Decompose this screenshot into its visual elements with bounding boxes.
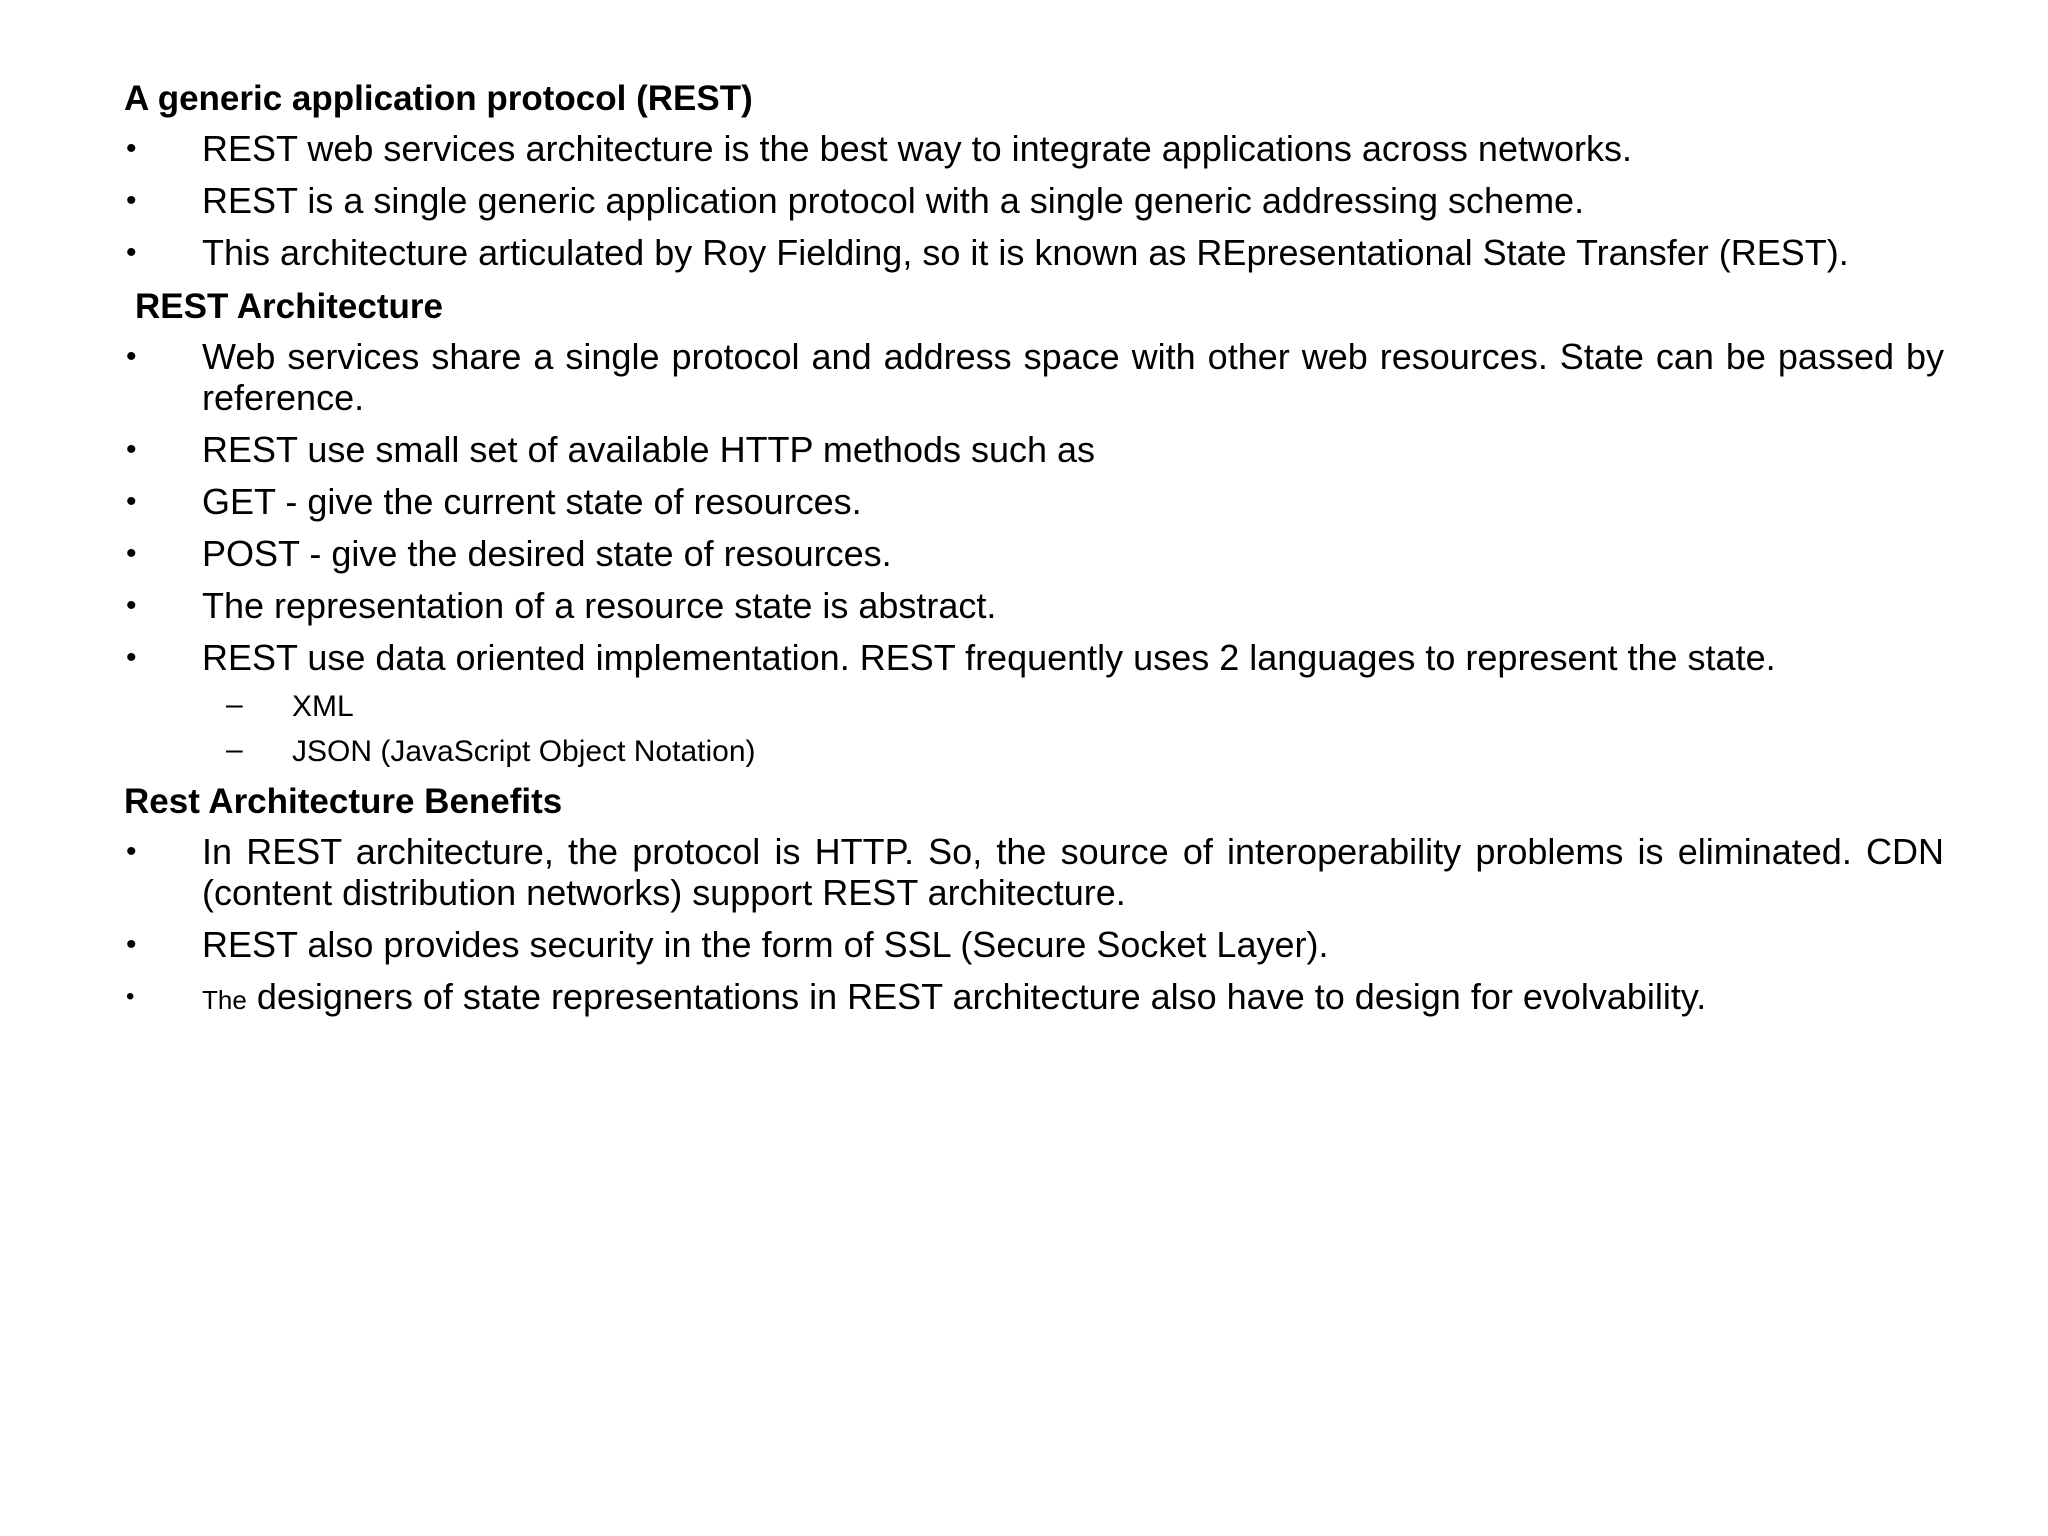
bullet-marker: • bbox=[126, 340, 137, 373]
bullet-text: Web services share a single protocol and address space with other web resources. State can be passed by reference. bbox=[202, 336, 1944, 418]
bullet-marker: • bbox=[126, 537, 137, 570]
bullet-text: GET - give the current state of resources. bbox=[202, 481, 862, 522]
bullet-item bbox=[124, 336, 1944, 418]
sub-bullet-text: XML bbox=[292, 690, 354, 723]
bullet-text-lead: The bbox=[202, 985, 247, 1015]
bullet-item bbox=[124, 128, 1944, 169]
bullet-text: REST use data oriented implementation. REST frequently uses 2 languages to represent the state. bbox=[202, 637, 1776, 678]
bullet-text: designers of state representations in REST architecture also have to design for evolvability. bbox=[246, 976, 1707, 1017]
bullet-marker: • bbox=[126, 236, 137, 269]
sub-bullet-item bbox=[124, 689, 1944, 725]
bullet-marker: • bbox=[126, 983, 135, 1010]
bullet-item bbox=[124, 924, 1944, 965]
bullet-marker: • bbox=[126, 928, 137, 961]
dash-marker: – bbox=[226, 688, 243, 721]
bullet-text: REST is a single generic application protocol with a single generic addressing scheme. bbox=[202, 180, 1585, 221]
bullet-item bbox=[124, 976, 1944, 1021]
section-heading-rest-benefits: Rest Architecture Benefits bbox=[124, 782, 563, 821]
bullet-text: In REST architecture, the protocol is HTTP. So, the source of interoperability problems is eliminated. CDN (content distribution networks) support REST architecture. bbox=[202, 831, 1944, 913]
bullet-item bbox=[124, 232, 1944, 273]
bullet-text: REST also provides security in the form of SSL (Secure Socket Layer). bbox=[202, 924, 1329, 965]
bullet-marker: • bbox=[126, 589, 137, 622]
bullet-item bbox=[124, 429, 1944, 470]
bullet-item bbox=[124, 831, 1944, 913]
slide-content bbox=[124, 76, 1944, 1032]
dash-marker: – bbox=[226, 733, 243, 766]
bullet-item bbox=[124, 637, 1944, 678]
bullet-marker: • bbox=[126, 835, 137, 868]
bullet-item bbox=[124, 585, 1944, 626]
bullet-item bbox=[124, 481, 1944, 522]
bullet-text: This architecture articulated by Roy Fielding, so it is known as REpresentational State Transfer (REST). bbox=[202, 232, 1849, 273]
section-heading-rest-architecture: REST Architecture bbox=[135, 287, 443, 326]
bullet-marker: • bbox=[126, 641, 137, 674]
bullet-item bbox=[124, 533, 1944, 574]
bullet-marker: • bbox=[126, 184, 137, 217]
section-heading-rest-protocol: A generic application protocol (REST) bbox=[124, 79, 753, 118]
sub-bullet-text: JSON (JavaScript Object Notation) bbox=[292, 735, 756, 768]
bullet-item bbox=[124, 180, 1944, 221]
sub-bullet-item bbox=[124, 734, 1944, 770]
bullet-marker: • bbox=[126, 132, 137, 165]
bullet-marker: • bbox=[126, 485, 137, 518]
bullet-text: POST - give the desired state of resources. bbox=[202, 533, 892, 574]
bullet-text: REST web services architecture is the best way to integrate applications across networks. bbox=[202, 128, 1632, 169]
bullet-text: The representation of a resource state is abstract. bbox=[202, 585, 997, 626]
bullet-text: REST use small set of available HTTP methods such as bbox=[202, 429, 1096, 470]
bullet-marker: • bbox=[126, 433, 137, 466]
